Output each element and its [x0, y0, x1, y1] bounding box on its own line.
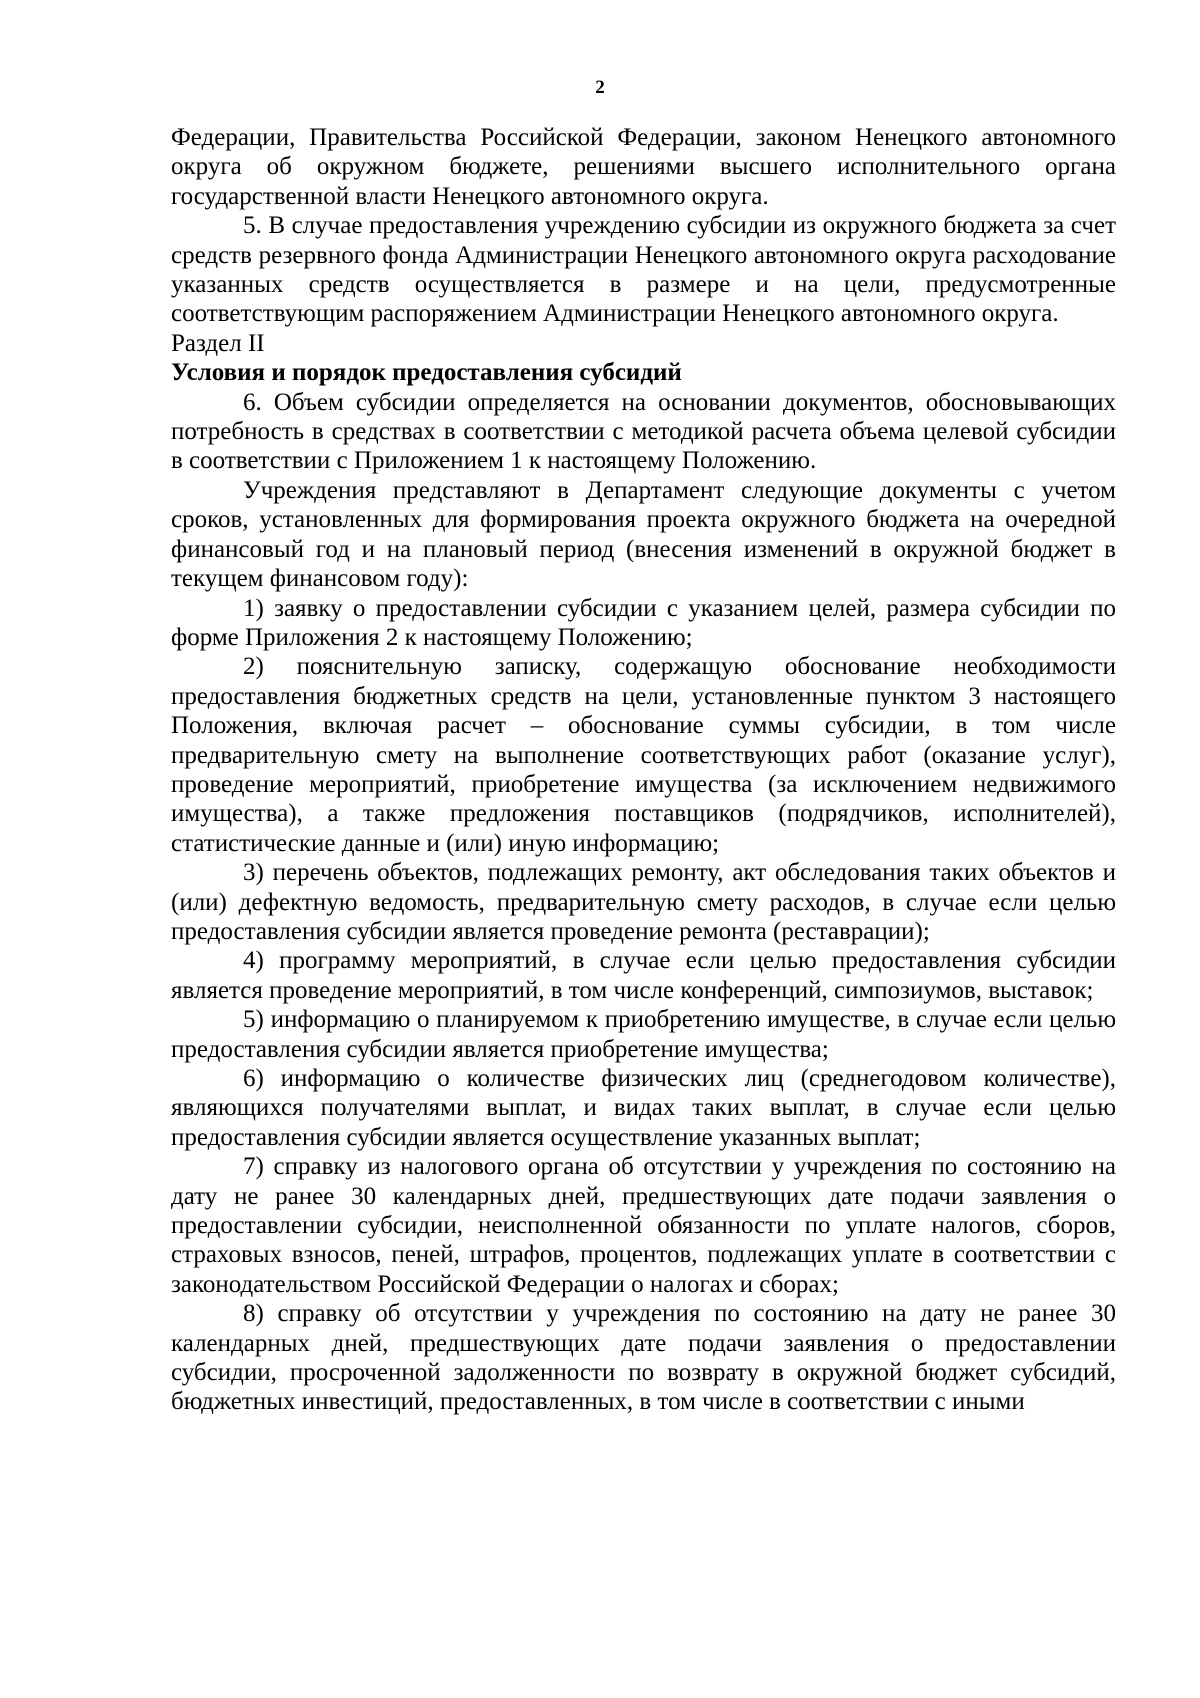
paragraph-6: 6. Объем субсидии определяется на основании документов, обосновывающих потребность в средствах в соответствии с методикой расчета объема целевой субсидии в соответствии с Приложением 1 к настоящему Положению.	[171, 388, 1116, 475]
intro-paragraph: Федерации, Правительства Российской Федерации, законом Ненецкого автономного округа об окружном бюджете, решениями высшего исполнительного органа государственной власти Ненецкого автономного округа.	[171, 124, 1116, 210]
list-item: 5) информацию о планируемом к приобретению имуществе, в случае если целью предоставления субсидии является приобретение имущества;	[171, 1006, 1116, 1063]
document-body	[171, 123, 1116, 1417]
list-item: 1) заявку о предоставлении субсидии с указанием целей, размера субсидии по форме Приложения 2 к настоящему Положению;	[171, 594, 1116, 651]
list-item: 6) информацию о количестве физических лиц (среднегодовом количестве), являющихся получателями выплат, и видах таких выплат, в случае если целью предоставления субсидии является осуществление указанных выплат;	[171, 1065, 1116, 1151]
page-number: 2	[595, 77, 605, 98]
documents-intro-paragraph: Учреждения представляют в Департамент следующие документы с учетом сроков, установленных для формирования проекта окружного бюджета на очередной финансовый год и на плановый период (внесения изменений в окружной бюджет в текущем финансовом году):	[171, 476, 1116, 593]
paragraph-5: 5. В случае предоставления учреждению субсидии из окружного бюджета за счет средств резервного фонда Администрации Ненецкого автономного округа расходование указанных средств осуществляется в размере и на цели, предусмотренные соответствующим распоряжением Администрации Ненецкого автономного округа.	[171, 212, 1116, 328]
section-heading: Условия и порядок предоставления субсидий	[171, 359, 682, 387]
list-item: 7) справку из налогового органа об отсутствии у учреждения по состоянию на дату не ранее 30 календарных дней, предшествующих дате подачи заявления о предоставлении субсидии, неисполненной обязанности по уплате налогов, сборов, страховых взносов, пеней, штрафов, процентов, подлежащих уплате в соответствии с законодательством Российской Федерации о налогах и сборах;	[171, 1153, 1116, 1298]
list-item: 2) пояснительную записку, содержащую обоснование необходимости предоставления бюджетных средств на цели, установленные пунктом 3 настоящего Положения, включая расчет – обоснование суммы субсидии, в том числе предварительную смету на выполнение соответствующих работ (оказание услуг), проведение мероприятий, приобретение имущества (за исключением недвижимого имущества), а также предложения поставщиков (подрядчиков, исполнителей), статистические данные и (или) иную информацию;	[171, 653, 1116, 857]
list-item: 4) программу мероприятий, в случае если целью предоставления субсидии является проведение мероприятий, в том числе конференций, симпозиумов, выставок;	[171, 947, 1116, 1004]
section-title: Раздел II	[171, 329, 265, 357]
list-item: 8) справку об отсутствии у учреждения по состоянию на дату не ранее 30 календарных дней, предшествующих дате подачи заявления о предоставлении субсидии, просроченной задолженности по возврату в окружной бюджет субсидий, бюджетных инвестиций, предоставленных, в том числе в соответствии с иными	[171, 1300, 1116, 1416]
list-item: 3) перечень объектов, подлежащих ремонту, акт обследования таких объектов и (или) дефектную ведомость, предварительную смету расходов, в случае если целью предоставления субсидии является проведение ремонта (реставрации);	[171, 859, 1116, 945]
